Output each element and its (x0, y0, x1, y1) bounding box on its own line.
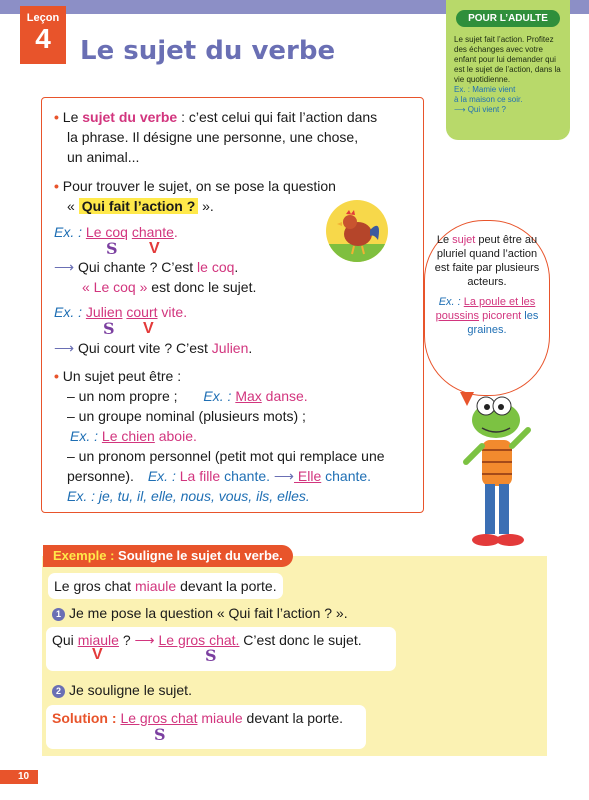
verb: chante. (321, 468, 372, 484)
adult-header: POUR L’ADULTE (456, 10, 560, 27)
subject-type-2-example (70, 426, 197, 446)
rule-bullet-2 (54, 176, 336, 196)
arrow-icon: ⟶ (273, 468, 294, 484)
solution-label: Solution : (52, 710, 117, 726)
step-1 (52, 604, 348, 622)
text: « (67, 198, 79, 214)
subject-type-2: – un groupe nominal (plusieurs mots) ; (67, 408, 306, 424)
subject: le coq (197, 259, 235, 275)
example-2 (54, 302, 187, 322)
subject: Max (235, 388, 262, 404)
subject-mark: S (154, 725, 166, 744)
rule-text: la phrase. Il désigne une personne, une chose, (67, 129, 359, 145)
page-title: Le sujet du verbe (80, 36, 336, 66)
adult-text: Le sujet fait l’action. Profitez des échanges avec votre enfant pour lui demander qui est le sujet de l’action, dans la vie quotidienne. (454, 35, 561, 84)
subject: La poule et les poussins (435, 296, 536, 322)
verb-mark: V (143, 320, 154, 337)
text: peut être au pluriel quand l’action est faite par plusieurs acteurs. (434, 234, 540, 288)
text: Qui (52, 632, 78, 648)
rule-bullet-1 (54, 107, 377, 127)
verb: picorent (479, 310, 522, 322)
text: devant la porte. (176, 578, 277, 594)
verb-mark: V (149, 240, 160, 257)
text: personne). (67, 468, 134, 484)
verb: chante. (224, 468, 271, 484)
example-header (43, 545, 293, 567)
adult-example-3: ⟶ Qui vient ? (454, 105, 506, 114)
text: les graines. (467, 310, 539, 336)
verb: danse. (261, 388, 308, 404)
text: Le (436, 234, 453, 246)
answer-1 (54, 257, 238, 277)
highlighted-question: Qui fait l’action ? (79, 198, 199, 214)
example-label: Exemple : (53, 548, 115, 563)
text: Qui court vite ? C’est (74, 340, 212, 356)
rule-text: un animal... (67, 149, 140, 165)
text: ». (198, 198, 214, 214)
key-term: sujet (452, 234, 476, 246)
adult-example-2: à la maison ce soir. (454, 95, 523, 104)
rule-box (41, 97, 424, 513)
bullet-dot: • (54, 368, 59, 384)
text: Je souligne le sujet. (69, 682, 192, 698)
ex-label: Ex. : (54, 304, 86, 320)
text: – un nom propre ; (67, 388, 178, 404)
lesson-badge (20, 6, 66, 64)
frog-mascot (452, 370, 542, 560)
subject: Julien (211, 340, 249, 356)
verb-mark: V (92, 646, 103, 663)
subject-mark: S (106, 239, 118, 258)
rule-bullet-3 (54, 366, 181, 386)
subject: Le coq (85, 224, 128, 240)
adult-example-1: Ex. : Mamie vient (454, 85, 516, 94)
rooster-illustration (326, 200, 388, 262)
verb: chante (131, 224, 174, 240)
verb: miaule (134, 578, 177, 594)
pronoun-list: Ex. : je, tu, il, elle, nous, vous, ils, elles. (67, 488, 310, 504)
text: La fille (179, 468, 225, 484)
ex-label: Ex. : (70, 428, 102, 444)
subject-type-3-example (67, 466, 371, 486)
step-number: 1 (52, 608, 65, 621)
verb: miaule (197, 710, 243, 726)
text: Pour trouver le sujet, on se pose la question (62, 178, 336, 194)
lesson-number: 4 (35, 23, 51, 54)
text: est donc le sujet. (147, 279, 257, 295)
page-number: 10 (0, 770, 38, 784)
example-instruction: Souligne le sujet du verbe. (114, 548, 283, 563)
text: vite. (157, 304, 188, 320)
ex-label: Ex. : (54, 224, 86, 240)
answer-1b (82, 277, 256, 297)
subject: Le chien (101, 428, 155, 444)
subject: Julien (85, 304, 123, 320)
bubble-example (433, 295, 541, 337)
step-number: 2 (52, 685, 65, 698)
ex-label: Ex. : (147, 468, 180, 484)
answer-2 (54, 338, 252, 358)
example-sentence (48, 573, 283, 599)
subject-mark: S (205, 646, 217, 665)
arrow-icon: ⟶ (134, 632, 155, 648)
lesson-label: Leçon (26, 12, 60, 24)
text: . (234, 259, 239, 275)
subject: « Le coq » (82, 279, 148, 295)
subject-mark: S (103, 319, 115, 338)
ex-label: Ex. : (438, 296, 464, 308)
text: Le (62, 109, 83, 125)
ex-label: Ex. : (203, 388, 236, 404)
step-2 (52, 681, 192, 699)
subject: Elle (294, 468, 322, 484)
text: Je me pose la question « Qui fait l’action ? ». (69, 605, 348, 621)
subject: Le gros chat (120, 710, 198, 726)
text: devant la porte. (242, 710, 344, 726)
arrow-icon: ⟶ (54, 259, 75, 275)
verb: court (126, 304, 158, 320)
text: Qui chante ? C’est (74, 259, 198, 275)
key-term: sujet du verbe (82, 109, 178, 125)
subject: Le gros chat. (158, 632, 240, 648)
verb: miaule (77, 632, 119, 648)
arrow-icon: ⟶ (54, 340, 75, 356)
subject-type-1 (67, 386, 308, 406)
adult-note (446, 0, 570, 140)
text: ? (118, 632, 135, 648)
text: Le gros chat (54, 578, 135, 594)
bullet-dot: • (54, 109, 59, 125)
text: . (173, 224, 178, 240)
text: . (248, 340, 253, 356)
rule-question (67, 196, 214, 216)
bullet-dot: • (54, 178, 59, 194)
subject-type-3: – un pronom personnel (petit mot qui remplace une (67, 448, 385, 464)
solution-card (46, 705, 366, 749)
text: Un sujet peut être : (62, 368, 182, 384)
text: C’est donc le sujet. (239, 632, 362, 648)
text: : c’est celui qui fait l’action dans (177, 109, 378, 125)
verb: aboie. (154, 428, 197, 444)
